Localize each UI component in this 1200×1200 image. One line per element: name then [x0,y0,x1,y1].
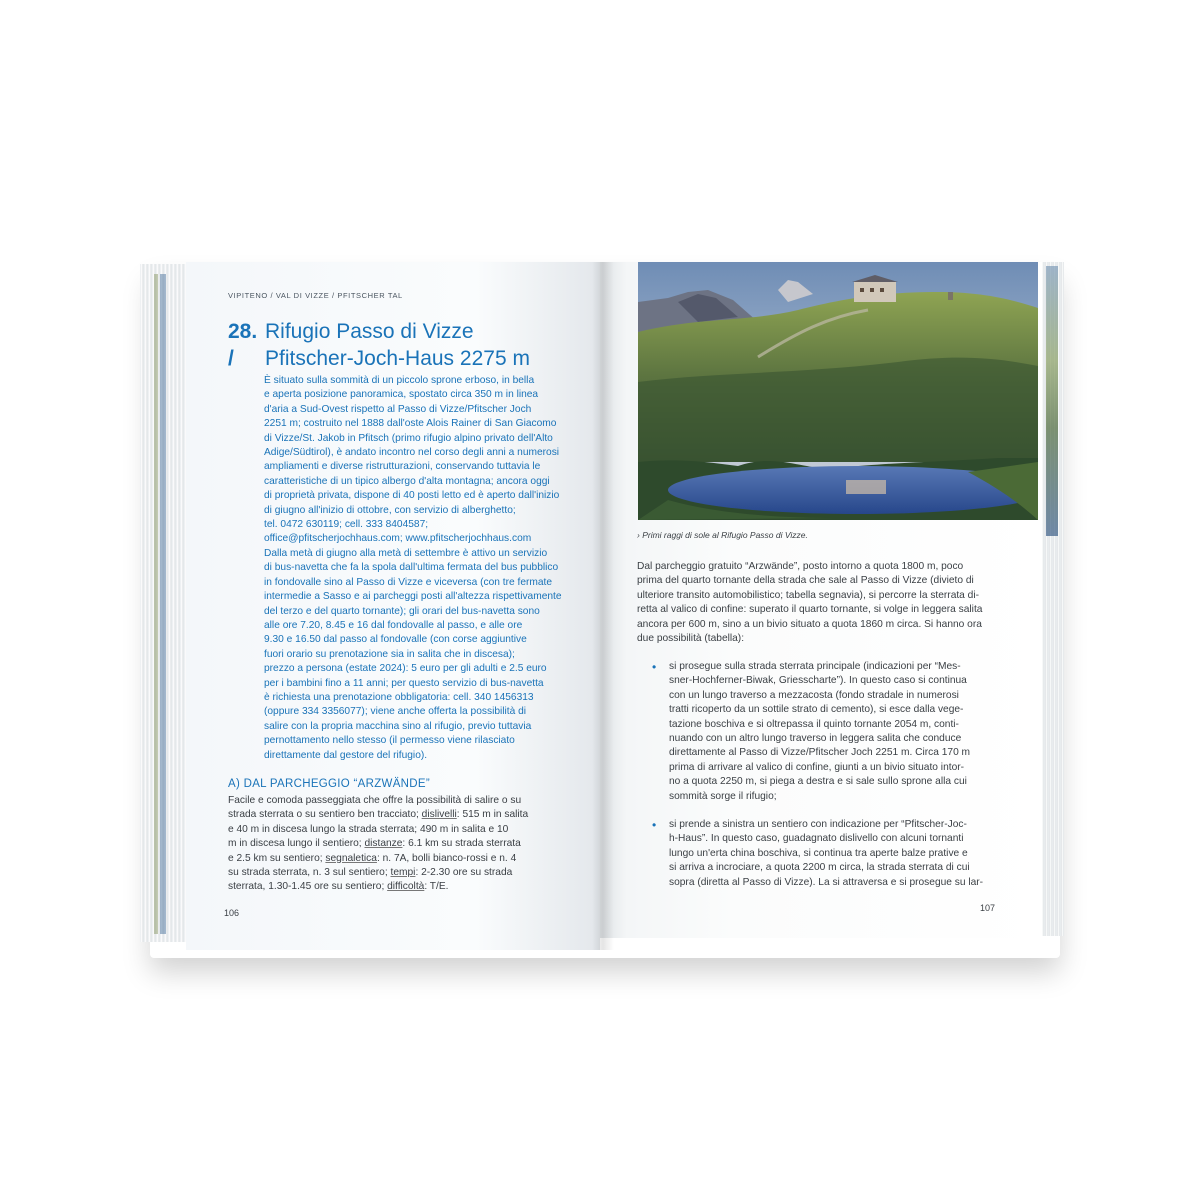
text-line: direttamente dal gestore del rifugio). [264,749,428,761]
right-body-paragraph [637,560,997,646]
difficolta-label: difficoltà [387,881,425,893]
text-line: Dalla metà di giugno alla metà di settembre è attivo un servizio [264,547,548,559]
mountain-lake-photo-illustration [638,262,1038,520]
text-line: di proprietà privata, dispone di 40 posti letto ed è aperto dall'inizio [264,490,560,502]
text-line: nuando con un altro lungo traverso in leggera salita che conduce [669,733,962,745]
route-line: e 40 m in discesa lungo la strada sterrata; 490 m in salita e 10 [228,823,509,835]
edge-image-strip [1046,266,1058,536]
route-line: m in discesa lungo il sentiero; distanze: 6.1 km su strada sterrata [228,838,521,850]
text-line: due possibilità (tabella): [637,633,745,645]
page-number-left: 106 [224,908,240,918]
text-line: tel. 0472 630119; cell. 333 8404587; [264,519,429,531]
text-line: tratti ricoperto da un sottile strato di cemento), si esce dalla vege- [669,704,964,716]
text-line: prezzo a persona (estate 2024): 5 euro per gli adulti e 2.5 euro [264,663,547,675]
text-line: tazione boschiva e si oltrepassa il quinto tornante 2054 m, conti- [669,718,959,730]
route-line: strada sterrata o su sentiero ben tracciato; dislivelli: 515 m in salita [228,809,529,821]
entry-title-line2 [265,345,585,372]
text-line: office@pfitscherjochhaus.com; www.pfitscherjochhaus.com [264,533,532,545]
text-line: sopra (diretta al Passo di Vizze). La si attraversa e si prosegue su lar- [669,876,984,888]
text-line: di giugno all'inizio di ottobre, con servizio di alberghetto; [264,504,516,516]
text-line: ancora per 600 m, sino a un bivio situato a quota 1860 m circa. Si hanno ora [637,618,982,630]
route-line: e 2.5 km su sentiero; segnaletica: n. 7A, bolli bianco-rossi e n. 4 [228,852,517,864]
route-line: su strada sterrata, n. 3 sul sentiero; tempi: 2-2.30 ore su strada [228,867,513,879]
route-heading: A) DAL PARCHEGGIO “ARZWÄNDE” [228,778,430,790]
entry-title-line1: Rifugio Passo di Vizze [265,320,474,343]
text-line: si prende a sinistra un sentiero con indicazione per “Pfitscher-Joc- [669,819,967,831]
page-number-right: 107 [980,903,996,913]
text-line: Adige/Südtirol), è andato incontro nel corso degli anni a numerosi [264,447,560,459]
text-line: 2251 m; costruito nel 1888 dall'oste Alois Rainer di San Giacomo [264,418,557,430]
text-line: di Vizze/St. Jakob in Pfitsch (primo rifugio alpino privato dell'Alto [264,432,553,444]
bullet-icon: • [652,660,657,674]
photo-caption: › Primi raggi di sole al Rifugio Passo di Vizze. [637,530,808,540]
entry-title-name: Pfitscher-Joch-Haus [265,347,455,370]
tempi-label: tempi [390,867,416,879]
text-line: alle ore 7.20, 8.45 e 16 dal fondovalle al passo, e alle ore [264,619,523,631]
text-line: di bus-navetta che fa la spola dall'ultima fermata del bus pubblico [264,562,559,574]
entry-title-altitude: 2275 m [459,347,530,370]
text-line: prima del quarto tornante della strada che sale al Passo di Vizze (divieto di [637,575,974,587]
text-line: 9.30 e 16.50 dal passo al fondovalle (con corse aggiuntive [264,634,527,646]
text-line: È situato sulla sommità di un piccolo sprone erboso, in bella [264,375,535,386]
right-page-edges [1040,262,1064,936]
route-summary [228,794,586,895]
hut-photo [638,262,1038,520]
text-line: no a quota 2250 m, si piega a destra e si sale sullo sprone alla cui [669,776,967,788]
left-page-edges [140,264,190,942]
text-line: caratteristiche di un tipico albergo d'alta montagna; ancora oggi [264,475,550,487]
text-line: pernottamento nello stesso (il permesso viene rilasciato [264,735,515,747]
edge-image-strip [160,274,166,934]
text-line: fuori orario su prenotazione sia in salita che in discesa); [264,648,515,660]
text-line: lungo un'erta china boschiva, si continua tra aperte balze prative e [669,847,968,859]
text-line: direttamente al Passo di Vizze/Pfitscher Joch 2251 m. Circa 170 m [669,747,971,759]
text-line: è richiesta una prenotazione obbligatoria: cell. 340 1456313 [264,691,534,703]
distanze-label: distanze [364,838,403,850]
segnaletica-label: segnaletica [325,852,377,864]
text-line: del terzo e del quarto tornante); gli orari del bus-navetta sono [264,605,540,617]
text-line: h-Haus”. In questo caso, guadagnato dislivello con alcuni tornanti [669,833,964,845]
bullet-icon: • [652,818,657,833]
text-line: si arriva a incrociare, a quota 2200 m circa, la strada sterrata di cui [669,862,970,874]
text-line: sner-Hochferner-Biwak, Griesscharte”). In questo caso si continua [669,675,967,687]
text-line: in fondovalle sino al Passo di Vizze e viceversa (con tre fermate [264,576,553,588]
text-line: ampliamenti e diverse ristrutturazioni, conservando tuttavia le [264,461,541,473]
text-line: intermedie a Sasso e ai parcheggi posti all'altezza rispettivamente [264,591,562,603]
text-line: si prosegue sulla strada sterrata principale (indicazioni per “Mes- [669,661,961,672]
text-line: sommità sorge il rifugio; [669,790,777,802]
entry-number [228,318,257,372]
intro-paragraph [264,374,584,763]
text-line: salire con la propria macchina sino al rifugio, previo tuttavia [264,720,532,732]
route-line: sterrata, 1.30-1.45 ore su sentiero; difficoltà: T/E. [228,881,449,893]
entry-number-slash: / [228,347,234,370]
list-item [637,818,999,890]
entry-title [265,318,585,372]
text-line: ulteriore transito automobilistico; tabella segnavia), si percorre la sterrata di- [637,589,980,601]
text-line: con un lungo traverso a mezzacosta (fondo stradale in numerosi [669,689,959,701]
entry-number-value: 28. [228,320,258,343]
list-item [637,660,999,804]
book-gutter [592,262,614,950]
text-line: (oppure 334 3356077); viene anche offerta la possibilità di [264,706,527,718]
running-head: VIPITENO / VAL DI VIZZE / PFITSCHER TAL [228,291,403,300]
route-line: Facile e comoda passeggiata che offre la possibilità di salire o su [228,795,522,806]
text-line: Dal parcheggio gratuito “Arzwände”, posto intorno a quota 1800 m, poco [637,561,964,572]
edge-image-strip [154,274,158,934]
dislivelli-label: dislivelli [421,809,457,821]
text-line: d'aria a Sud-Ovest rispetto al Passo di Vizze/Pfitscher Joch [264,403,532,415]
route-options-list [637,660,999,904]
text-line: e aperta posizione panoramica, spostato circa 350 m in linea [264,389,539,401]
text-line: prima di arrivare al valico di confine, giunti a un bivio situato intor- [669,761,965,773]
text-line: per i bambini fino a 11 anni; per questo servizio di bus-navetta [264,677,544,689]
text-line: retta al valico di confine: superato il quarto tornante, si volge in leggera salita [637,604,983,616]
